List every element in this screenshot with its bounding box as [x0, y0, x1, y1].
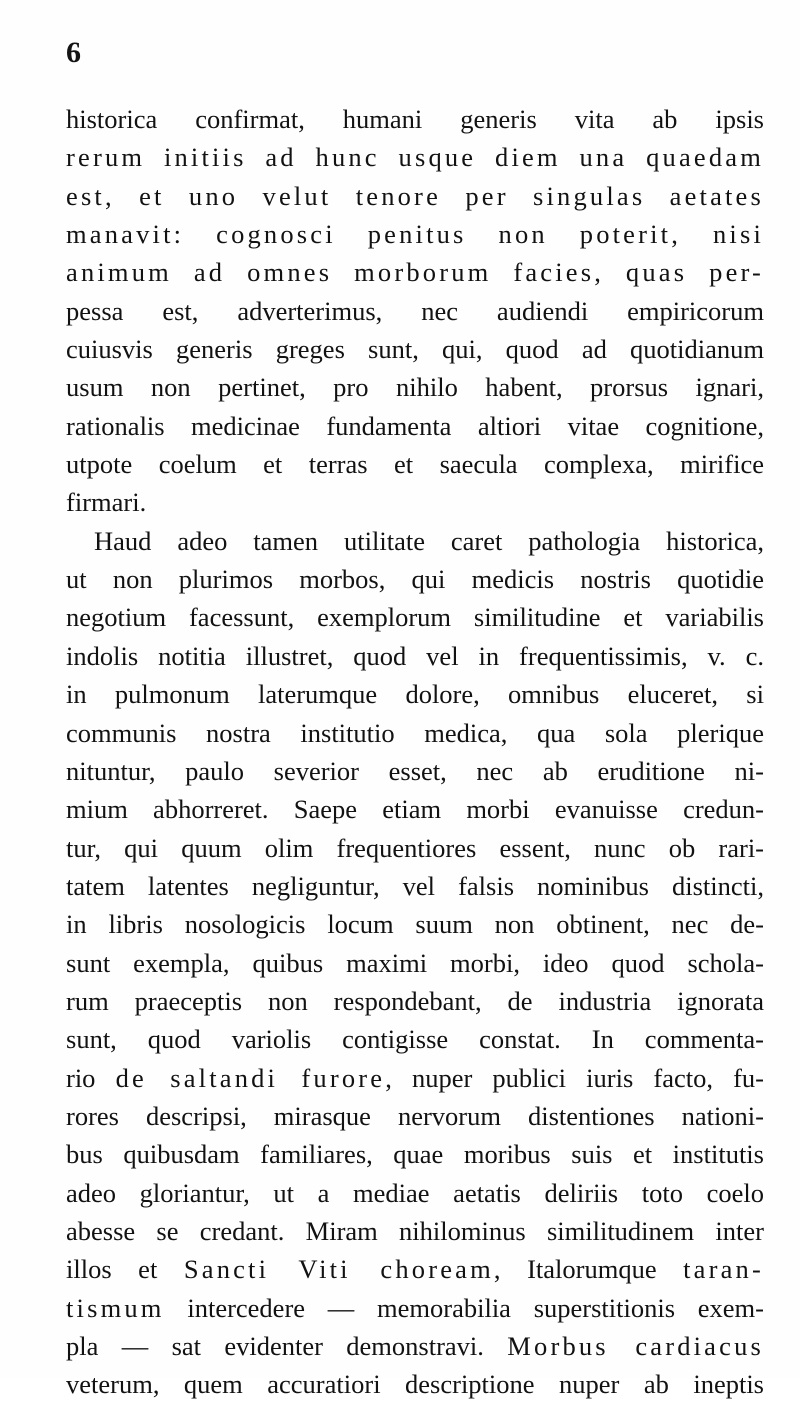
text-line-2: rerum initiis ad hunc usque diem una quaedam — [66, 142, 764, 173]
text-line-3: est, et uno velut tenore per singulas aetates — [66, 180, 764, 211]
text-line-11: firmari. — [66, 487, 147, 518]
text-line-31: illos et Sancti Viti choream, Italorumque taran- — [66, 1254, 764, 1285]
text-line-4: manavit: cognosci penitus non poterit, nisi — [66, 219, 764, 250]
text-line-5: animum ad omnes morborum facies, quas per- — [66, 257, 764, 288]
text-line-28: bus quibusdam familiares, quae moribus suis et institutis — [66, 1139, 764, 1170]
text-line-34: veterum, quem accuratiori descriptione nuper ab ineptis — [66, 1369, 764, 1400]
spaced-phrase-morbus-cardiacus: Morbus cardiacus — [507, 1331, 764, 1361]
text-line-26: rio de saltandi furore, nuper publici iuris facto, fu- — [66, 1062, 764, 1093]
text-line-29: adeo gloriantur, ut a mediae aetatis deliriis toto coelo — [66, 1177, 764, 1208]
text-line-15: indolis notitia illustret, quod vel in frequentissimis, v. c. — [66, 640, 764, 671]
text-line-22: in libris nosologicis locum suum non obtinent, nec de- — [66, 909, 764, 940]
body-text — [66, 100, 764, 1404]
text-line-23: sunt exempla, quibus maximi morbi, ideo quod schola- — [66, 947, 764, 978]
text-line-32: tismum intercedere — memorabilia superstitionis exem- — [66, 1292, 764, 1323]
text-line-19: mium abhorreret. Saepe etiam morbi evanuisse credun- — [66, 794, 764, 825]
text-line-16: in pulmonum laterumque dolore, omnibus eluceret, si — [66, 679, 764, 710]
text-line-6: pessa est, adverterimus, nec audiendi empiricorum — [66, 295, 764, 326]
text-line-7: cuiusvis generis greges sunt, qui, quod ad quotidianum — [66, 334, 764, 365]
text-line-14: negotium facessunt, exemplorum similitudine et variabilis — [66, 602, 764, 633]
text-line-24: rum praeceptis non respondebant, de industria ignorata — [66, 985, 764, 1016]
text-line-1: historica confirmat, humani generis vita ab ipsis — [66, 104, 764, 134]
page-number: 6 — [66, 36, 81, 69]
spaced-phrase-de-saltandi-furore: de saltandi furore — [115, 1062, 386, 1093]
text-line-20: tur, qui quum olim frequentiores essent, nunc ob rari- — [66, 832, 764, 863]
spaced-word-taran: taran- — [683, 1254, 764, 1285]
text-line-25: sunt, quod variolis contigisse constat. In commenta- — [66, 1024, 764, 1055]
text-line-10: utpote coelum et terras et saecula complexa, mirifice — [66, 449, 764, 480]
text-line-9: rationalis medicinae fundamenta altiori vitae cognitione, — [66, 410, 764, 441]
spaced-phrase-sancti-viti-choream: Sancti Viti choream — [183, 1254, 494, 1285]
spaced-word-tismum: tismum — [66, 1292, 165, 1323]
text-line-12: Haud adeo tamen utilitate caret pathologia historica, — [94, 525, 764, 556]
text-line-27: rores descripsi, mirasque nervorum distentiones nationi- — [66, 1100, 764, 1131]
text-line-21: tatem latentes negliguntur, vel falsis nominibus distincti, — [66, 870, 764, 901]
text-line-18: nituntur, paulo severior esset, nec ab eruditione ni- — [66, 755, 764, 786]
text-line-33: pla — sat evidenter demonstravi. Morbus cardiacus — [66, 1331, 764, 1361]
text-line-17: communis nostra institutio medica, qua sola plerique — [66, 717, 764, 748]
text-line-30: abesse se credant. Miram nihilominus similitudinem inter — [66, 1215, 764, 1246]
text-line-8: usum non pertinet, pro nihilo habent, prorsus ignari, — [66, 372, 764, 403]
text-line-13: ut non plurimos morbos, qui medicis nostris quotidie — [66, 564, 764, 595]
